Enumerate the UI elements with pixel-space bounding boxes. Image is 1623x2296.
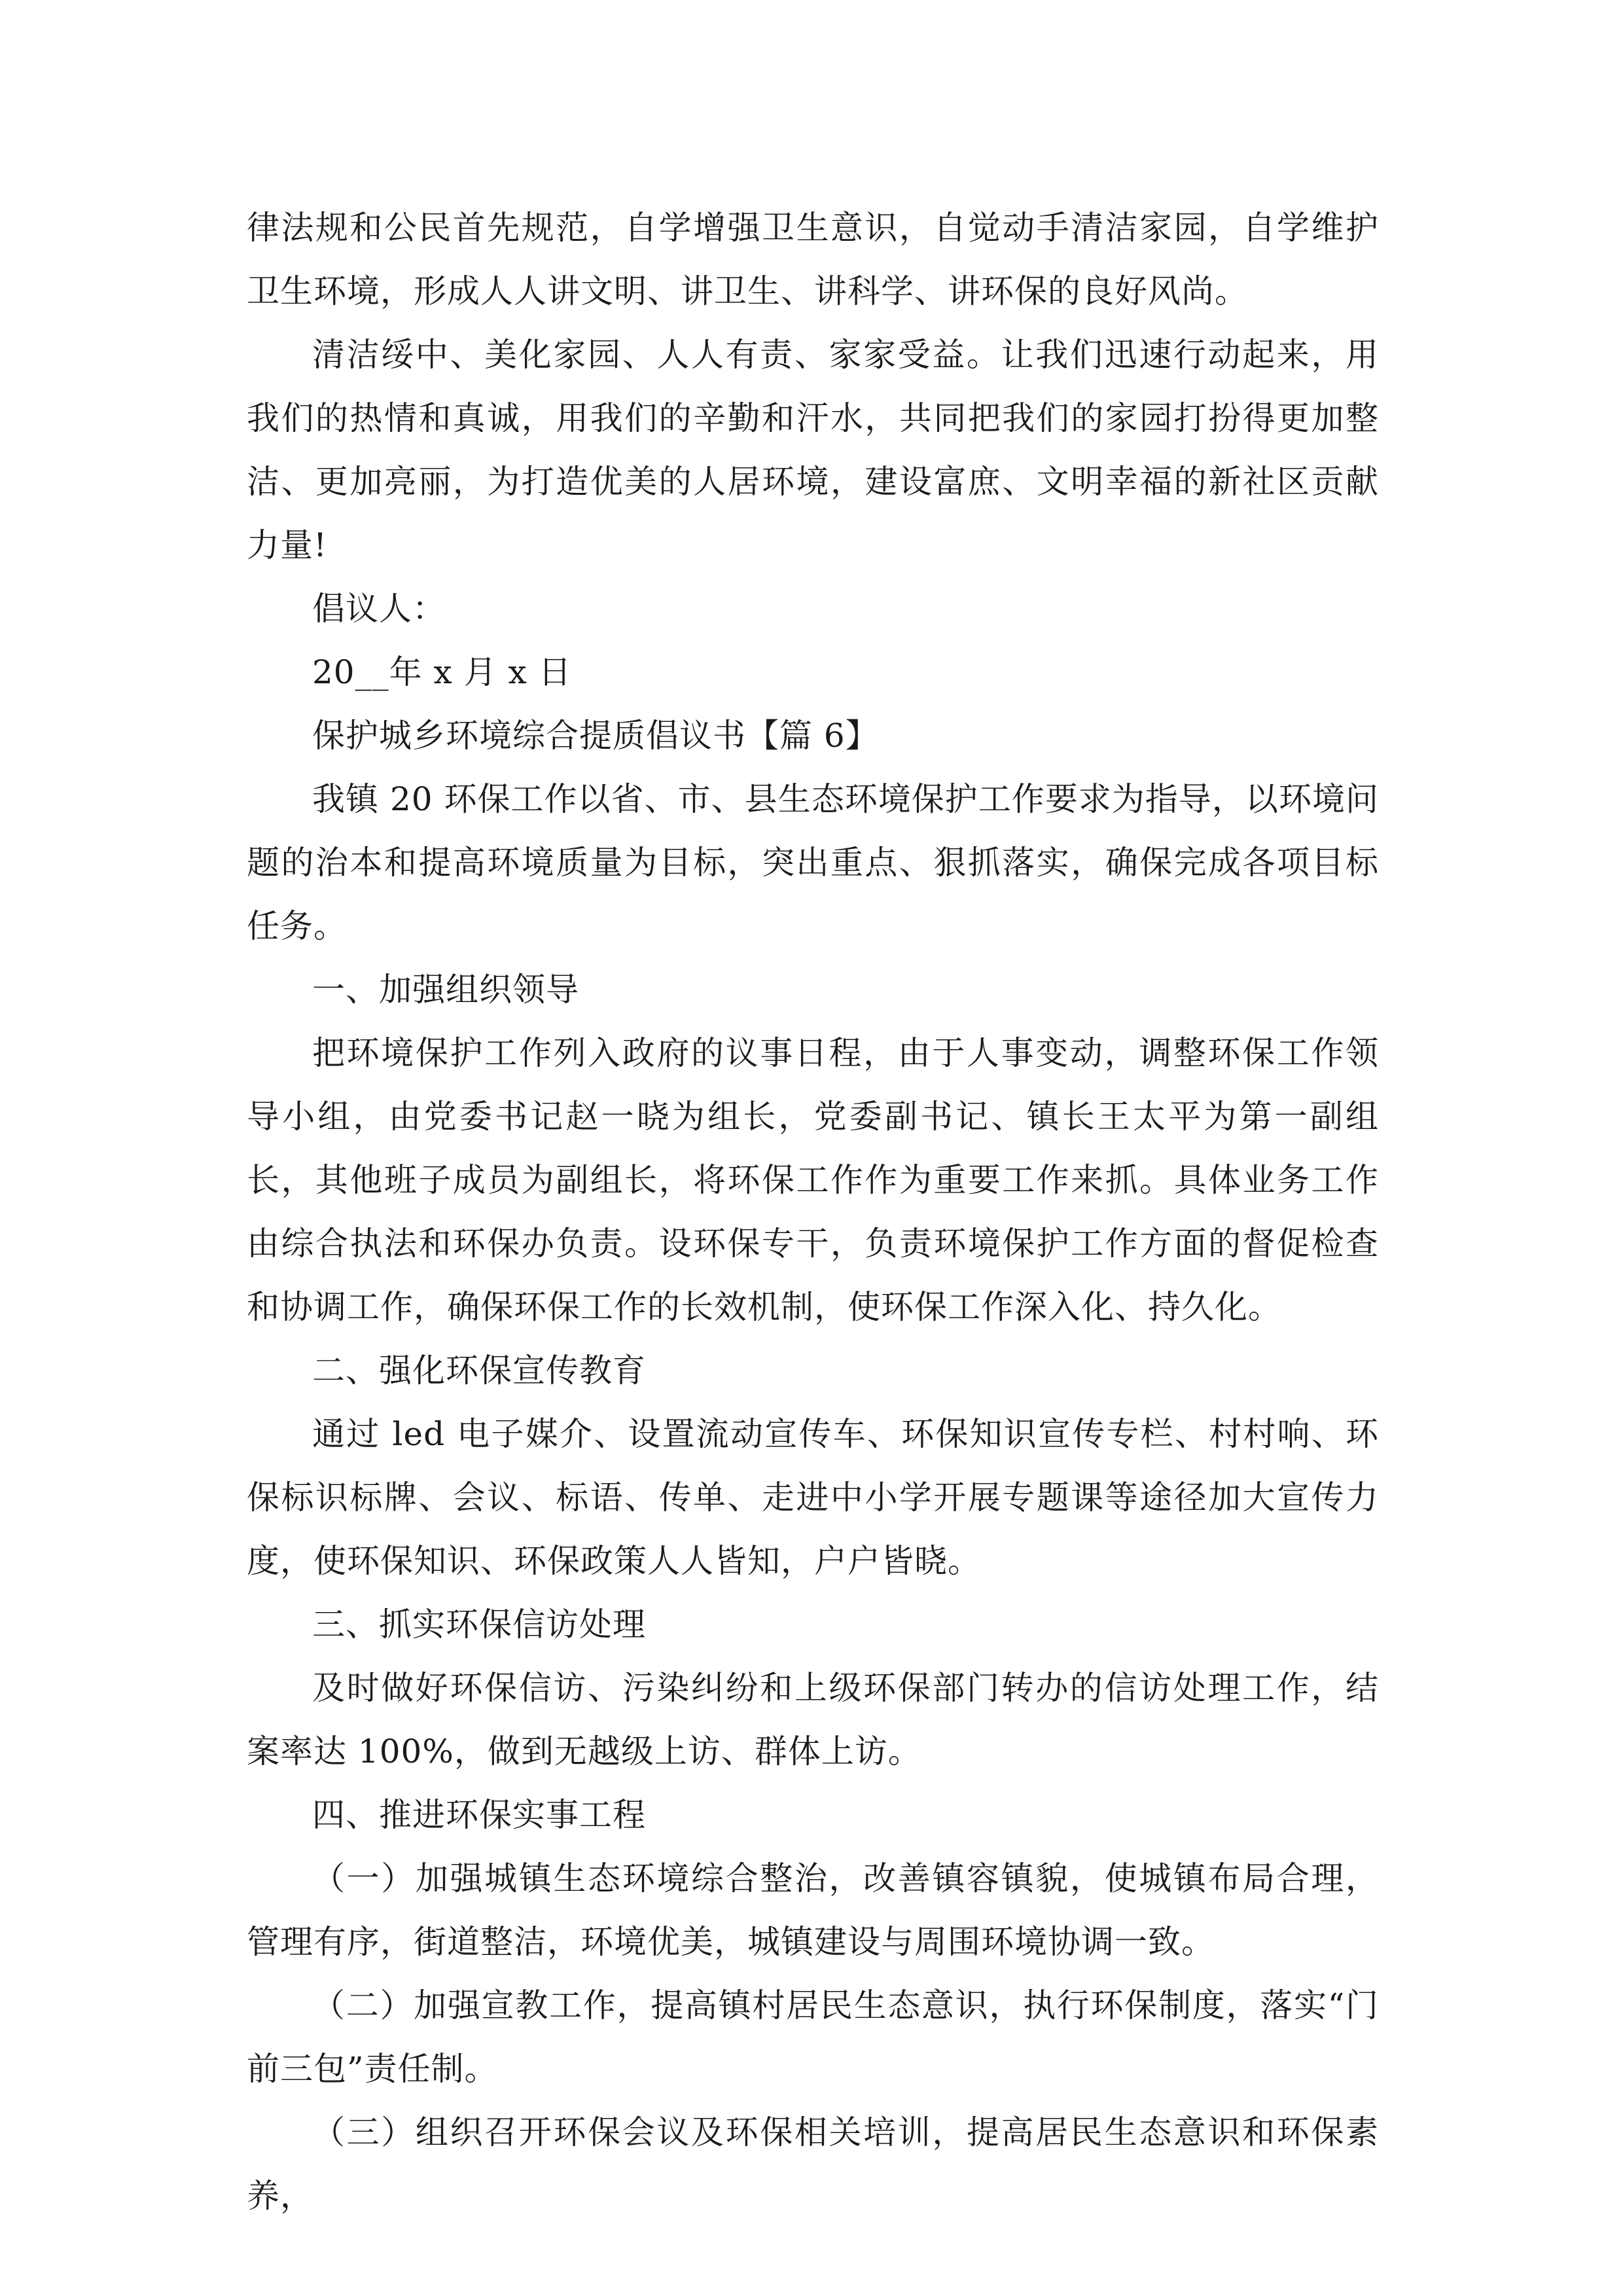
paragraph-clean-appeal: 清洁绥中、美化家园、人人有责、家家受益。让我们迅速行动起来，用我们的热情和真诚，用我们的辛勤和汗水，共同把我们的家园打扮得更加整洁、更加亮丽，为打造优美的人居环境，建设富庶、文明幸福的新社区贡献力量! — [247, 336, 1379, 564]
heading-publicity: 二、强化环保宣传教育 — [312, 1352, 646, 1390]
proposer-line: 倡议人： — [312, 590, 446, 628]
paragraph-petitions: 及时做好环保信访、污染纠纷和上级环保部门转办的信访处理工作，结案率达 100%，做到无越级上访、群体上访。 — [247, 1669, 1379, 1770]
section-title: 保护城乡环境综合提质倡议书【篇 6】 — [312, 717, 879, 755]
paragraph-organization: 把环境保护工作列入政府的议事日程，由于人事变动，调整环保工作领导小组，由党委书记赵一晓为组长，党委副书记、镇长王太平为第一副组长，其他班子成员为副组长，将环保工作作为重要工作来抓。具体业务工作由综合执法和环保办负责。设环保专干，负责环境保护工作方面的督促检查和协调工作，确保环保工作的长效机制，使环保工作深入化、持久化。 — [247, 1034, 1379, 1326]
paragraph-intro: 我镇 20 环保工作以省、市、县生态环境保护工作要求为指导，以环境问题的治本和提高环境质量为目标，突出重点、狠抓落实，确保完成各项目标任务。 — [247, 780, 1379, 945]
paragraph-continuation: 律法规和公民首先规范，自学增强卫生意识，自觉动手清洁家园，自学维护卫生环境，形成人人讲文明、讲卫生、讲科学、讲环保的良好风尚。 — [247, 209, 1379, 310]
list-item-projects-3: （三）组织召开环保会议及环保相关培训，提高居民生态意识和环保素养， — [247, 2113, 1379, 2215]
heading-petitions: 三、抓实环保信访处理 — [312, 1605, 646, 1643]
list-item-projects-2: （二）加强宣教工作，提高镇村居民生态意识，执行环保制度，落实“门前三包”责任制。 — [247, 1986, 1379, 2088]
paragraph-publicity: 通过 led 电子媒介、设置流动宣传车、环保知识宣传专栏、村村响、环保标识标牌、会议、标语、传单、走进中小学开展专题课等途径加大宣传力度，使环保知识、环保政策人人皆知，户户皆晓。 — [247, 1415, 1379, 1580]
date-line: 20__年 x 月 x 日 — [312, 653, 572, 691]
document-body — [247, 196, 1379, 2228]
heading-organization: 一、加强组织领导 — [312, 971, 579, 1009]
heading-projects: 四、推进环保实事工程 — [312, 1796, 646, 1834]
list-item-projects-1: （一）加强城镇生态环境综合整治，改善镇容镇貌，使城镇布局合理，管理有序，街道整洁，环境优美，城镇建设与周围环境协调一致。 — [247, 1859, 1379, 1961]
